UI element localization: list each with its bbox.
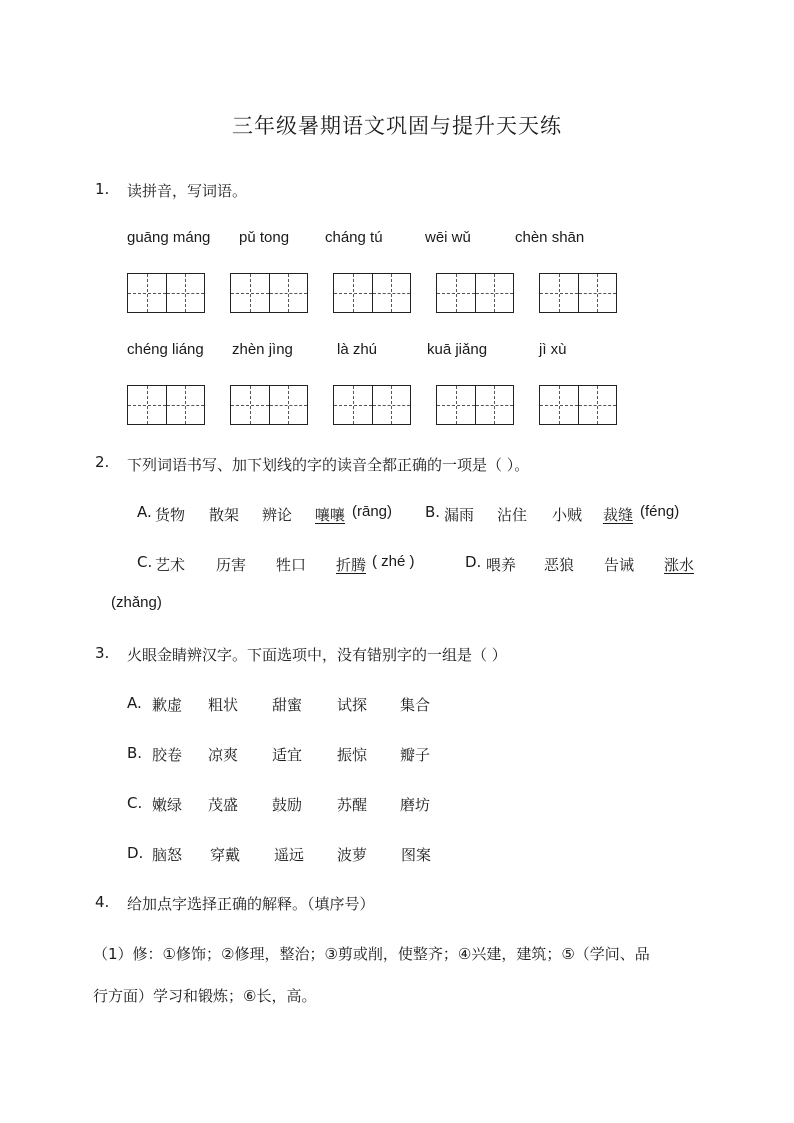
q2-d-word: 告诫 (604, 556, 635, 574)
q3-option-label: B. (127, 744, 143, 762)
q3-word: 瓣子 (400, 746, 431, 764)
q3-number: 3. (95, 644, 110, 662)
q3-word: 脑怒 (152, 846, 183, 864)
q2-c-word: 历害 (216, 556, 247, 574)
q2-a-word-underlined: 嚷嚷 (315, 506, 346, 524)
pinyin-1-2: pǔ tong (239, 229, 290, 246)
q2-c-word: 牲口 (276, 556, 307, 574)
q2-d-word-underlined: 涨水 (664, 556, 695, 574)
pinyin-2-5: jì xù (539, 341, 567, 358)
q3-text: 火眼金睛辨汉字。下面选项中，没有错别字的一组是（ ） (127, 646, 507, 664)
q3-option-label: C. (127, 794, 143, 812)
q1-number: 1. (95, 180, 110, 198)
q2-b-pinyin: (féng) (640, 503, 680, 520)
q4-text: 给加点字选择正确的解释。（填序号） (127, 895, 375, 913)
pinyin-1-5: chèn shān (515, 229, 585, 246)
q3-word: 苏醒 (337, 796, 368, 814)
pinyin-2-1: chéng liáng (127, 341, 204, 358)
writing-grid[interactable] (436, 385, 514, 425)
q3-word: 胶卷 (152, 746, 183, 764)
q2-d-pinyin: (zhǎng) (111, 594, 162, 611)
q3-word: 甜蜜 (272, 696, 303, 714)
writing-grid[interactable] (230, 273, 308, 313)
q3-word: 集合 (400, 696, 431, 714)
q2-b-word: 漏雨 (444, 506, 475, 524)
q2-d-word: 恶狼 (544, 556, 575, 574)
q3-option-label: A. (127, 694, 142, 712)
q3-word: 图案 (401, 846, 432, 864)
q4-definition-line-1: （1）修：①修饰；②修理，整治；③剪或削，使整齐；④兴建，建筑；⑤（学问、品 (93, 945, 650, 963)
q2-b-word-underlined: 裁缝 (603, 506, 634, 524)
q2-option-d-label: D. (465, 553, 482, 571)
q2-c-pinyin: ( zhé ) (372, 553, 415, 570)
pinyin-2-2: zhèn jìng (232, 341, 293, 358)
q2-b-word: 小贼 (552, 506, 583, 524)
pinyin-2-3: là zhú (337, 341, 378, 358)
q2-a-word: 散架 (209, 506, 240, 524)
q3-word: 粗状 (208, 696, 239, 714)
q3-word: 振惊 (337, 746, 368, 764)
q2-a-word: 辨论 (262, 506, 293, 524)
q2-d-word: 喂养 (486, 556, 517, 574)
q2-c-word: 艺术 (155, 556, 186, 574)
q2-option-c-label: C. (137, 553, 153, 571)
q1-text: 读拼音，写词语。 (127, 182, 248, 200)
pinyin-1-4: wēi wǔ (425, 229, 471, 246)
writing-grid[interactable] (436, 273, 514, 313)
q3-word: 遥远 (274, 846, 305, 864)
writing-grid[interactable] (230, 385, 308, 425)
q3-word: 茂盛 (208, 796, 239, 814)
q2-text: 下列词语书写、加下划线的字的读音全都正确的一项是（ ）。 (127, 456, 530, 474)
q3-option-label: D. (127, 844, 144, 862)
writing-grid[interactable] (539, 273, 617, 313)
q3-word: 波萝 (337, 846, 368, 864)
q2-c-word-underlined: 折腾 (336, 556, 367, 574)
q3-word: 凉爽 (208, 746, 239, 764)
q2-option-b-label: B. (425, 503, 441, 521)
writing-grid[interactable] (539, 385, 617, 425)
page-title: 三年级暑期语文巩固与提升天天练 (232, 114, 562, 138)
writing-grid[interactable] (127, 385, 205, 425)
q2-b-word: 沾住 (497, 506, 528, 524)
writing-grid[interactable] (333, 385, 411, 425)
q3-word: 歉虚 (152, 696, 183, 714)
q3-word: 试探 (337, 696, 368, 714)
q3-word: 适宜 (272, 746, 303, 764)
pinyin-1-3: cháng tú (325, 229, 383, 246)
q4-number: 4. (95, 893, 110, 911)
q2-a-word: 货物 (155, 506, 186, 524)
q2-number: 2. (95, 453, 110, 471)
pinyin-2-4: kuā jiǎng (427, 341, 488, 358)
writing-grid[interactable] (333, 273, 411, 313)
q3-word: 嫩绿 (152, 796, 183, 814)
q4-definition-line-2: 行方面）学习和锻炼；⑥长，高。 (93, 987, 317, 1005)
q3-word: 磨坊 (400, 796, 431, 814)
writing-grid[interactable] (127, 273, 205, 313)
q2-option-a-label: A. (137, 503, 152, 521)
q3-word: 鼓励 (272, 796, 303, 814)
q3-word: 穿戴 (210, 846, 241, 864)
q2-a-pinyin: (rāng) (352, 503, 393, 520)
pinyin-1-1: guāng máng (127, 229, 211, 246)
